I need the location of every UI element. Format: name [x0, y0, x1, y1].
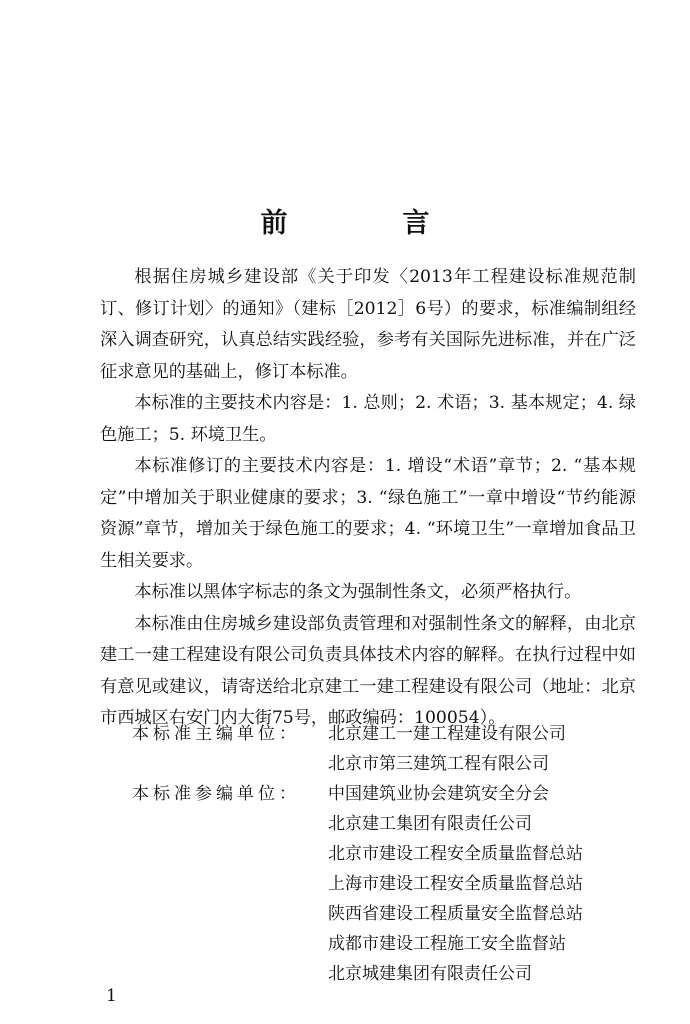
participating-unit-item: 成都市建设工程施工安全监督站	[328, 934, 566, 954]
participating-unit-item: 北京城建集团有限责任公司	[328, 964, 532, 984]
participating-unit-item: 中国建筑业协会建筑安全分会	[328, 784, 549, 804]
chief-unit-item: 北京市第三建筑工程有限公司	[328, 754, 549, 774]
paragraph-management: 本标准由住房城乡建设部负责管理和对强制性条文的解释，由北京建工一建工程建设有限公司负责具体技术内容的解释。在执行过程中如有意见或建议，请寄送给北京建工一建工程建设有限公司（地址：北京市西城区右安门内大街75号，邮政编码：100054）。	[100, 613, 636, 728]
paragraph-main-contents: 本标准的主要技术内容是：1. 总则；2. 术语；3. 基本规定；4. 绿色施工；5. 环境卫生。	[100, 393, 636, 445]
paragraph-revision-contents: 本标准修订的主要技术内容是：1. 增设“术语”章节；2. “基本规定”中增加关于职业健康的要求；3. “绿色施工”一章中增设“节约能源资源”章节，增加关于绿色施工的要求；4. “环境卫生”一章增加食品卫生相关要求。	[100, 456, 636, 571]
participating-unit-item: 北京建工集团有限责任公司	[328, 814, 532, 834]
paragraph-mandatory-clauses: 本标准以黑体字标志的条文为强制性条文，必须严格执行。	[134, 582, 582, 602]
chief-units-label: 本标准主编单位：	[132, 724, 300, 744]
participating-units-row	[132, 779, 652, 989]
participating-unit-item: 陕西省建设工程质量安全监督总站	[328, 904, 583, 924]
participating-units-list	[328, 779, 652, 989]
participating-unit-item: 上海市建设工程安全质量监督总站	[328, 874, 583, 894]
page-number: 1	[106, 986, 117, 1006]
chief-unit-item: 北京建工一建工程建设有限公司	[328, 724, 566, 744]
chief-units-list	[328, 719, 652, 779]
editing-units	[132, 719, 652, 989]
chief-units-row	[132, 719, 652, 779]
participating-units-label: 本标准参编单位：	[132, 784, 300, 804]
participating-unit-item: 北京市建设工程安全质量监督总站	[328, 844, 583, 864]
page-title: 前 言	[260, 208, 474, 240]
preface-body	[100, 262, 636, 735]
paragraph-background: 根据住房城乡建设部《关于印发〈2013年工程建设标准规范制订、修订计划〉的通知》（建标［2012］6号）的要求，标准编制组经深入调查研究，认真总结实践经验，参考有关国际先进标准，并在广泛征求意见的基础上，修订本标准。	[100, 267, 636, 382]
